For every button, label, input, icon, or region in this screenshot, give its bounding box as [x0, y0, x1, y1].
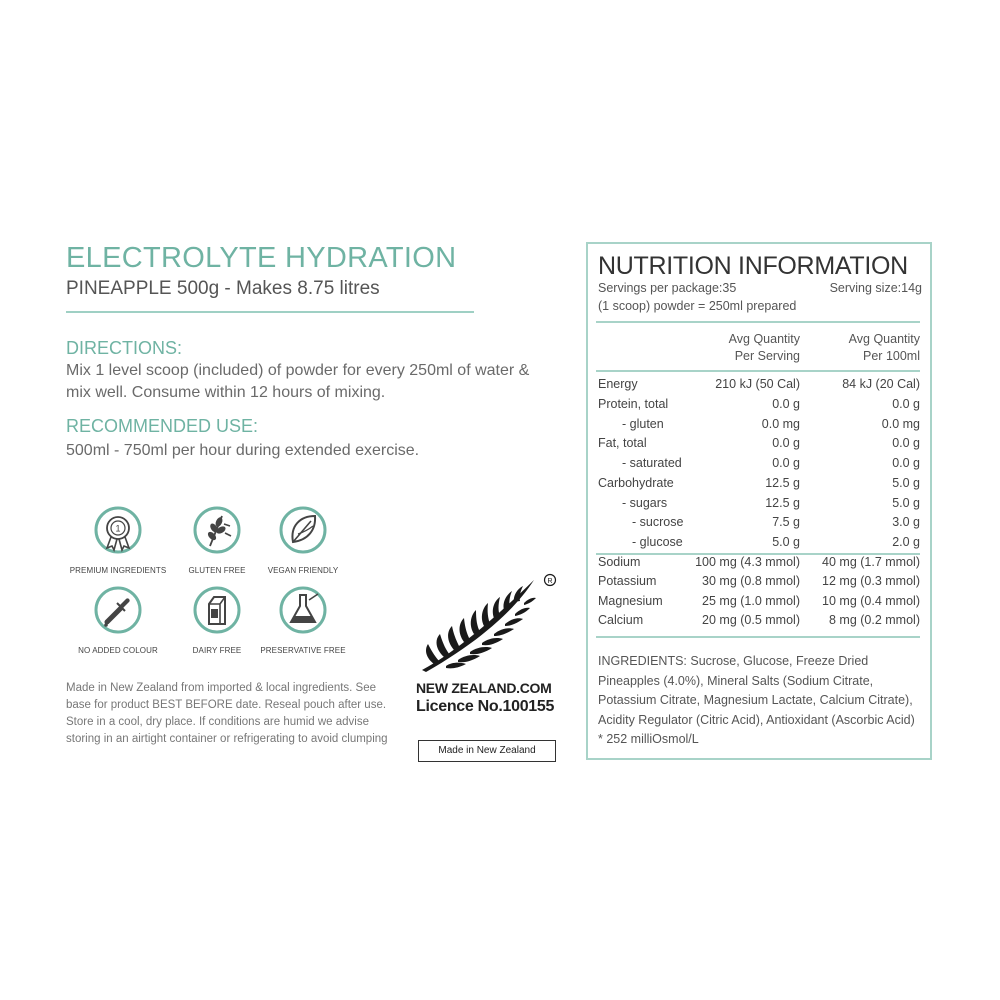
table-row: - sucrose 7.5 g 3.0 g: [632, 515, 920, 529]
scoop-note: (1 scoop) powder = 250ml prepared: [598, 299, 797, 313]
premium-ribbon-icon: [93, 506, 143, 560]
servings-per-package: Servings per package:35: [598, 281, 737, 295]
recommended-text: 500ml - 750ml per hour during extended exercise.: [66, 442, 420, 459]
product-subtitle: PINEAPPLE 500g - Makes 8.75 litres: [66, 278, 380, 299]
nutrition-divider: [596, 636, 920, 638]
col-per-100ml-header: Avg Quantity Per 100ml: [848, 332, 920, 363]
table-row: Protein, total 0.0 g 0.0 g: [598, 397, 920, 411]
wheat-icon: [192, 506, 242, 560]
made-in-statement: Made in New Zealand from imported & local ingredients. See base for product BEST BEFORE date. Reseal pouch after use. Store in a cool, dry place. If conditions are humid we advise storing in an airtight container or refrigerating to avoid clumping: [66, 682, 388, 745]
flask-icon: [278, 586, 328, 640]
table-row: - sugars 12.5 g 5.0 g: [622, 496, 920, 510]
table-row: Calcium 20 mg (0.5 mmol) 8 mg (0.2 mmol): [598, 613, 920, 627]
table-row: Magnesium 25 mg (1.0 mmol) 10 mg (0.4 mmol): [598, 594, 920, 608]
table-row: Energy 210 kJ (50 Cal) 84 kJ (20 Cal): [598, 377, 920, 391]
badge-label: NO ADDED COLOUR: [78, 646, 158, 655]
leaf-icon: [278, 506, 328, 560]
nutrition-divider: [596, 321, 920, 323]
badge-label: PRESERVATIVE FREE: [260, 646, 346, 655]
badge-preservative-free: [243, 586, 363, 655]
table-row: - glucose 5.0 g 2.0 g: [632, 535, 920, 549]
nutrition-title: NUTRITION INFORMATION: [598, 252, 908, 280]
ingredients-text: INGREDIENTS: Sucrose, Glucose, Freeze Dried Pineapples (4.0%), Mineral Salts (Sodium Citrate, Potassium Citrate, Magnesium Lactate, Calcium Citrate), Acidity Regulator (Citric Acid), Antioxidant (Ascorbic Acid) * 252 milliOsmol/L: [598, 654, 915, 746]
table-row: Carbohydrate 12.5 g 5.0 g: [598, 476, 920, 490]
fernmark-site: NEW ZEALAND.COM: [416, 680, 552, 696]
milk-carton-icon: [192, 586, 242, 640]
nutrition-divider: [596, 370, 920, 372]
badge-label: VEGAN FRIENDLY: [267, 566, 339, 575]
recommended-heading: RECOMMENDED USE:: [66, 416, 259, 436]
dropper-icon: [93, 586, 143, 640]
svg-text:R: R: [547, 578, 553, 585]
fernmark-licence: Licence No.100155: [416, 698, 555, 715]
made-in-nz-box: Made in New Zealand: [418, 740, 556, 762]
serving-size: Serving size:14g: [829, 281, 922, 295]
table-row: Potassium 30 mg (0.8 mmol) 12 mg (0.3 mmol): [598, 574, 920, 588]
table-row: - gluten 0.0 mg 0.0 mg: [622, 417, 920, 431]
badge-label: DAIRY FREE: [192, 646, 242, 655]
table-row: - saturated 0.0 g 0.0 g: [622, 456, 920, 470]
badge-label: GLUTEN FREE: [188, 566, 246, 575]
table-row: Fat, total 0.0 g 0.0 g: [598, 436, 920, 450]
directions-text: Mix 1 level scoop (included) of powder for every 250ml of water & mix well. Consume within 12 hours of mixing.: [66, 362, 530, 401]
title-divider: [66, 311, 474, 313]
badge-label: PREMIUM INGREDIENTS: [69, 566, 167, 575]
silver-fern-icon: [416, 572, 566, 677]
directions-heading: DIRECTIONS:: [66, 338, 183, 358]
product-title: ELECTROLYTE HYDRATION: [66, 242, 457, 274]
table-row: Sodium 100 mg (4.3 mmol) 40 mg (1.7 mmol): [598, 555, 920, 569]
svg-text:1: 1: [115, 523, 121, 534]
badge-vegan-friendly: [243, 506, 363, 575]
col-per-serving-header: Avg Quantity Per Serving: [728, 332, 800, 363]
